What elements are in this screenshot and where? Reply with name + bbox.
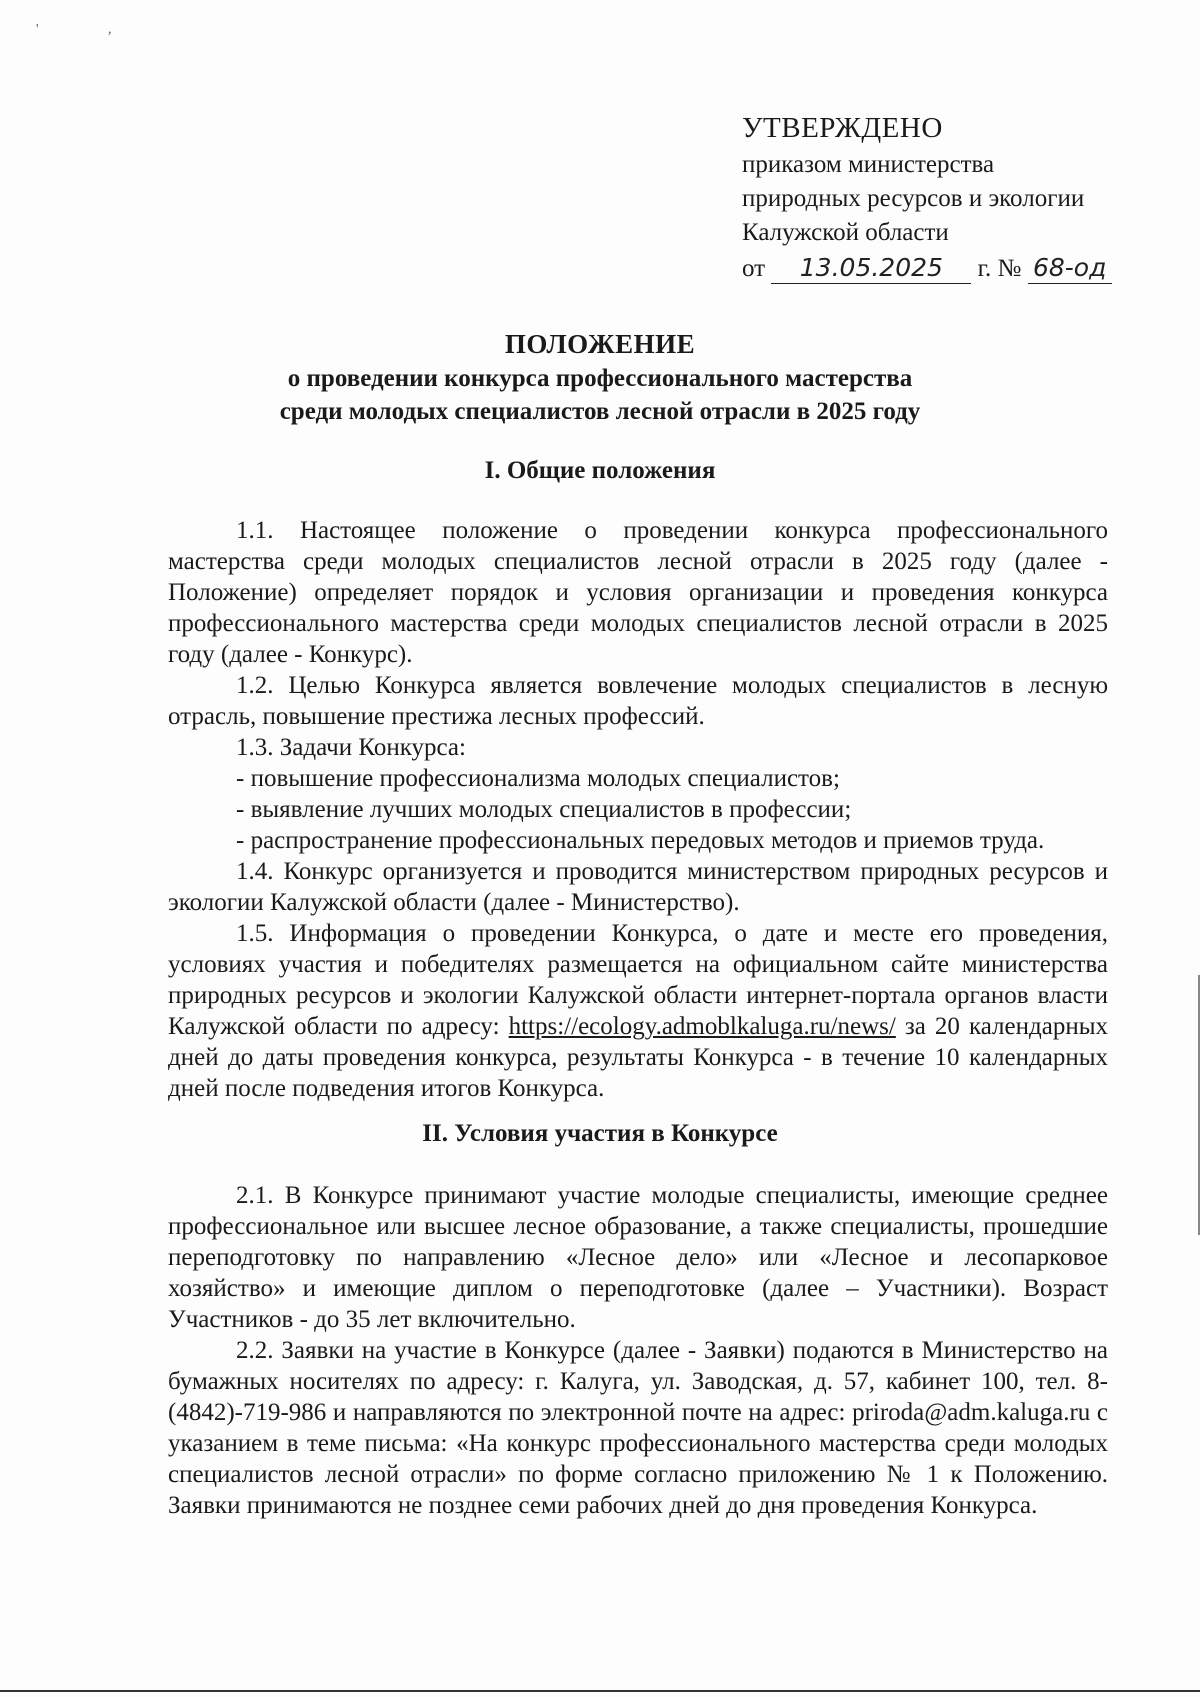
document-title xyxy=(0,326,1200,428)
paragraph-2-1: 2.1. В Конкурсе принимают участие молодые специалисты, имеющие среднее профессиональное или высшее лесное образование, а также специалисты, прошедшие переподготовку по направлению «Лесное дело» или «Лесное и лесопарковое хозяйство» и имеющие диплом о переподготовке (далее – Участники). Возраст Участников - до 35 лет включительно. xyxy=(168,1182,1108,1333)
paragraph-2-2: 2.2. Заявки на участие в Конкурсе (далее - Заявки) подаются в Министерство на бумажных носителях по адресу: г. Калуга, ул. Заводская, д. 57, кабинет 100, тел. 8-(4842)-719-986 и направляются по электронной почте на адрес: priroda@adm.kaluga.ru с указанием в теме письма: «На конкурс профессионального мастерства среди молодых специалистов лесной отрасли» по форме согласно приложению № 1 к Положению. Заявки принимаются не позднее семи рабочих дней до дня проведения Конкурса. xyxy=(168,1337,1108,1519)
paragraph-1-5 xyxy=(168,918,1108,1104)
handwritten-order-number: 68-од xyxy=(1028,253,1112,284)
section-1-title: I. Общие положения xyxy=(484,457,716,484)
paragraph-1-5-start: 1.5. Информация о проведении Конкурса, о дате и месте его проведения, условиях участия и победителях размещается на официальном сайте министерства природных ресурсов и экологии Калужской области интернет-портала органов власти Калужской области по адресу: xyxy=(168,920,1108,1040)
ministry-news-link[interactable]: https://ecology.admoblkaluga.ru/news/ xyxy=(508,1013,896,1040)
title-line: о проведении конкурса профессионального мастерства xyxy=(287,365,913,392)
paragraph-1-5-end: за 20 календарных дней до даты проведения конкурса, результаты Конкурса - в течение 10 календарных дней после подведения итогов Конкурса. xyxy=(168,1013,1108,1102)
paragraph-1-2: 1.2. Целью Конкурса является вовлечение молодых специалистов в лесную отрасль, повышение престижа лесных профессий. xyxy=(168,672,1108,730)
approval-heading: УТВЕРЖДЕНО xyxy=(742,112,943,144)
title-line: среди молодых специалистов лесной отрасли в 2025 году xyxy=(279,398,921,425)
scan-bottom-edge xyxy=(0,1690,1200,1692)
approval-line: Калужской области xyxy=(742,219,949,246)
paragraph-1-4: 1.4. Конкурс организуется и проводится министерством природных ресурсов и экологии Калужской области (далее - Министерство). xyxy=(168,858,1108,916)
approval-line: природных ресурсов и экологии xyxy=(742,185,1085,212)
paragraph-1-1: 1.1. Настоящее положение о проведении конкурса профессионального мастерства среди молодых специалистов лесной отрасли в 2025 году (далее - Положение) определяет порядок и условия организации и проведения конкурса профессионального мастерства среди молодых специалистов лесной отрасли в 2025 году (далее - Конкурс). xyxy=(168,517,1108,668)
approval-block xyxy=(742,108,1162,286)
task-item: - распространение профессиональных передовых методов и приемов труда. xyxy=(236,827,1045,854)
task-item: - повышение профессионализма молодых специалистов; xyxy=(236,765,840,792)
handwritten-date: 13.05.2025 xyxy=(771,253,971,284)
title-main: ПОЛОЖЕНИЕ xyxy=(504,329,696,359)
section-2-body xyxy=(168,1180,1108,1521)
paragraph-1-3: 1.3. Задачи Конкурса: xyxy=(236,734,466,761)
from-label: от xyxy=(742,255,766,282)
order-number-label: г. № xyxy=(977,255,1022,282)
scan-mark: , xyxy=(108,22,112,37)
section-1-body xyxy=(168,515,1108,1104)
approval-line: приказом министерства xyxy=(742,151,995,178)
task-item: - выявление лучших молодых специалистов в профессии; xyxy=(236,796,852,823)
section-2-title: II. Условия участия в Конкурсе xyxy=(422,1120,778,1147)
approval-date-line xyxy=(742,252,1162,286)
scan-mark: ' xyxy=(36,22,39,37)
